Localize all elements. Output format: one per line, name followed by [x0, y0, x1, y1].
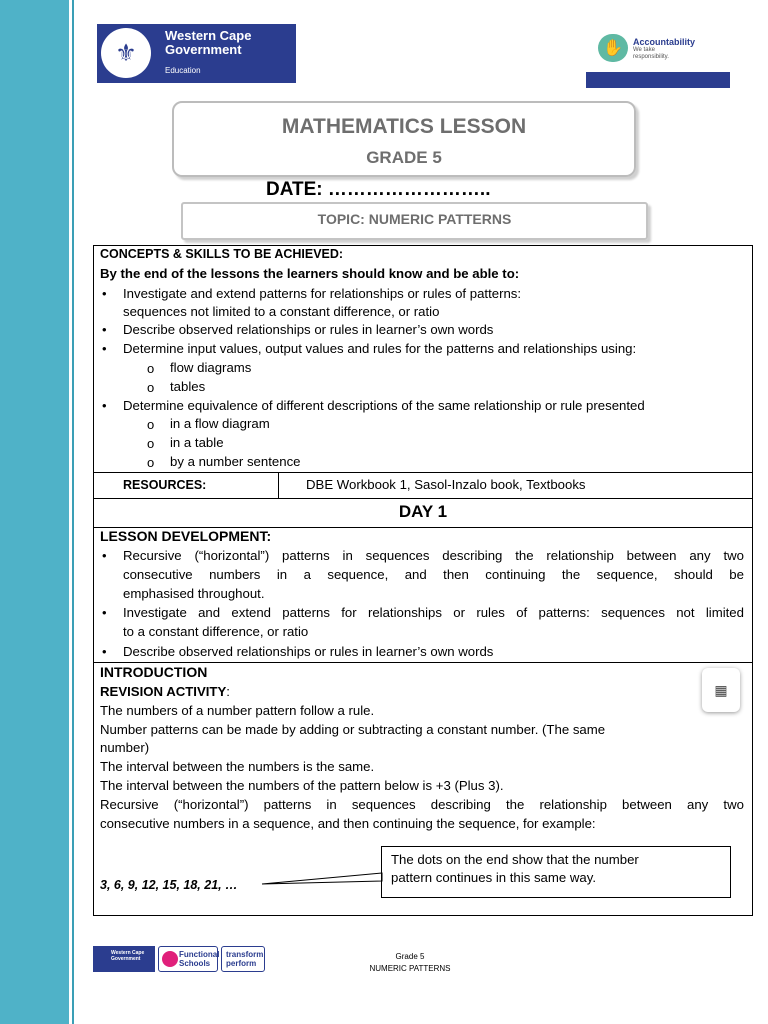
- word: the: [505, 797, 525, 812]
- word: (“horizontal”): [194, 548, 270, 563]
- word: relationships: [367, 605, 442, 620]
- word: and: [404, 567, 427, 582]
- callout-box: [381, 846, 731, 898]
- concept-4-sub-1: in a flow diagram: [170, 416, 270, 431]
- word: limited: [705, 605, 744, 620]
- lesson-point-1-line-3: emphasised throughout.: [123, 586, 265, 601]
- lesson-grade: GRADE 5: [366, 148, 442, 167]
- word: Recursive: [100, 797, 159, 812]
- western-cape-government-logo: [97, 24, 296, 83]
- functional-schools-icon: [162, 951, 178, 967]
- word: describing: [442, 548, 503, 563]
- word: should: [673, 567, 713, 582]
- word: patterns: [282, 548, 330, 563]
- revision-activity-heading: [100, 684, 230, 699]
- callout-line-1: The dots on the end show that the number: [391, 852, 639, 867]
- word: patterns: [282, 605, 330, 620]
- topic-box: TOPIC: NUMERIC PATTERNS: [181, 202, 648, 240]
- concept-3-sub-1: flow diagrams: [170, 360, 252, 375]
- word: extend: [231, 605, 271, 620]
- functional-schools-logo: [158, 946, 218, 972]
- intro-text-1: The numbers of a number pattern follow a rule.: [100, 703, 375, 718]
- sub-bullet-icon: o: [147, 436, 155, 451]
- concept-4: Determine equivalence of different descriptions of the same relationship or rule presented: [123, 398, 645, 413]
- sub-bullet-icon: o: [147, 417, 155, 432]
- word: sequence,: [327, 567, 389, 582]
- word: patterns: [263, 797, 312, 812]
- word: between: [626, 548, 677, 563]
- word: Recursive: [123, 548, 182, 563]
- word: in: [342, 548, 353, 563]
- revision-activity-label: REVISION ACTIVITY: [100, 684, 227, 699]
- word: two: [723, 797, 744, 812]
- intro-text-3: number): [100, 740, 150, 755]
- bullet-icon: •: [102, 548, 107, 563]
- callout-pointer: [260, 870, 384, 890]
- word: describing: [430, 797, 491, 812]
- concepts-heading: CONCEPTS & SKILLS TO BE ACHIEVED:: [100, 247, 344, 261]
- intro-text-6: [100, 797, 744, 812]
- lesson-point-1-line-1: [123, 548, 744, 563]
- word: be: [729, 567, 744, 582]
- word: any: [687, 797, 709, 812]
- logo-line-2: Government: [165, 42, 242, 57]
- word: two: [723, 548, 744, 563]
- lesson-point-1-line-2: [123, 567, 744, 582]
- word: consecutive: [123, 567, 193, 582]
- word: continuing: [485, 567, 546, 582]
- day-heading: DAY 1: [398, 502, 448, 521]
- word: not: [676, 605, 695, 620]
- intro-text-7: consecutive numbers in a sequence, and then continuing the sequence, for example:: [100, 816, 596, 831]
- resources-label: RESOURCES:: [123, 478, 207, 492]
- word: sequences: [365, 548, 430, 563]
- word: in: [326, 797, 337, 812]
- word: of: [516, 605, 528, 620]
- lesson-point-2-line-1: [123, 605, 744, 620]
- concept-2: Describe observed relationships or rules in learner’s own words: [123, 322, 494, 337]
- functional-schools-line-2: Schools: [179, 959, 211, 968]
- left-color-band: [0, 0, 69, 1024]
- word: sequence,: [596, 567, 658, 582]
- sub-bullet-icon: o: [147, 380, 155, 395]
- functional-schools-line-1: Functional: [179, 950, 220, 959]
- word: numbers: [209, 567, 261, 582]
- concepts-intro: By the end of the lessons the learners should know and be able to:: [100, 266, 520, 281]
- left-divider-line: [72, 0, 74, 1024]
- callout-line-2: pattern continues in this same way.: [391, 870, 596, 885]
- lesson-title: MATHEMATICS LESSON: [281, 115, 527, 138]
- accountability-logo: [586, 28, 730, 88]
- accountability-title: Accountability: [633, 37, 696, 47]
- intro-text-4: The interval between the numbers is the same.: [100, 759, 375, 774]
- word: Investigate: [123, 605, 187, 620]
- bullet-icon: •: [102, 341, 107, 356]
- revision-activity-colon: :: [226, 684, 230, 699]
- date-line: DATE: ……………………..: [266, 179, 491, 200]
- word: (“horizontal”): [173, 797, 249, 812]
- bullet-icon: •: [102, 322, 107, 337]
- accountability-line-2: We take: [633, 47, 655, 53]
- word: patterns:: [538, 605, 590, 620]
- word: rules: [476, 605, 505, 620]
- word: any: [689, 548, 711, 563]
- word: sequences: [351, 797, 416, 812]
- footer-logos: [93, 944, 265, 974]
- transform-line: transform: [226, 950, 264, 959]
- word: relationship: [546, 548, 614, 563]
- word: in: [276, 567, 288, 582]
- concept-4-sub-2: in a table: [170, 435, 224, 450]
- hand-icon: ✋: [598, 34, 628, 62]
- lesson-point-3: Describe observed relationships or rules in learner’s own words: [123, 644, 494, 659]
- accountability-line-3: responsibility.: [633, 54, 669, 60]
- introduction-heading: INTRODUCTION: [100, 664, 208, 680]
- word: and: [198, 605, 221, 620]
- word: the: [561, 567, 581, 582]
- table-icon[interactable]: ▦: [702, 668, 740, 712]
- bullet-icon: •: [102, 398, 107, 413]
- concept-4-sub-3: by a number sentence: [170, 454, 301, 469]
- word: a: [303, 567, 311, 582]
- resources-value: DBE Workbook 1, Sasol-Inzalo book, Textbooks: [306, 477, 586, 492]
- footer-grade: Grade 5: [395, 952, 425, 961]
- word: sequences: [601, 605, 665, 620]
- number-sequence: 3, 6, 9, 12, 15, 18, 21, …: [100, 878, 238, 892]
- word: between: [622, 797, 672, 812]
- sub-bullet-icon: o: [147, 361, 155, 376]
- bullet-icon: •: [102, 644, 107, 659]
- lesson-point-2-line-2: to a constant difference, or ratio: [123, 624, 309, 639]
- footer-topic: NUMERIC PATTERNS: [369, 964, 451, 973]
- concept-3-sub-2: tables: [170, 379, 206, 394]
- bullet-icon: •: [102, 605, 107, 620]
- footer-wcg-logo: Western Cape Government: [93, 946, 155, 972]
- bullet-icon: •: [102, 286, 107, 301]
- resources-divider: [278, 472, 279, 499]
- concept-3: Determine input values, output values and rules for the patterns and relationships using:: [123, 341, 637, 356]
- lesson-development-heading: LESSON DEVELOPMENT:: [100, 528, 272, 544]
- sub-bullet-icon: o: [147, 455, 155, 470]
- intro-text-2: Number patterns can be made by adding or subtracting a constant number. (The same: [100, 722, 606, 737]
- intro-text-5: The interval between the numbers of the pattern below is +3 (Plus 3).: [100, 778, 504, 793]
- word: then: [443, 567, 469, 582]
- perform-line: perform: [226, 959, 257, 968]
- accountability-strip: [586, 72, 730, 88]
- concept-1-line-1: Investigate and extend patterns for relationships or rules of patterns:: [123, 286, 522, 301]
- concept-1-line-2: sequences not limited to a constant difference, or ratio: [123, 304, 440, 319]
- word: or: [453, 605, 466, 620]
- transform-perform-logo: [221, 946, 265, 972]
- word: for: [341, 605, 357, 620]
- logo-line-1: Western Cape: [165, 28, 252, 43]
- lesson-title-box: [172, 101, 636, 177]
- crest-icon: ⚜: [101, 28, 151, 78]
- logo-line-3: Education: [165, 66, 201, 75]
- word: the: [515, 548, 534, 563]
- word: relationship: [539, 797, 607, 812]
